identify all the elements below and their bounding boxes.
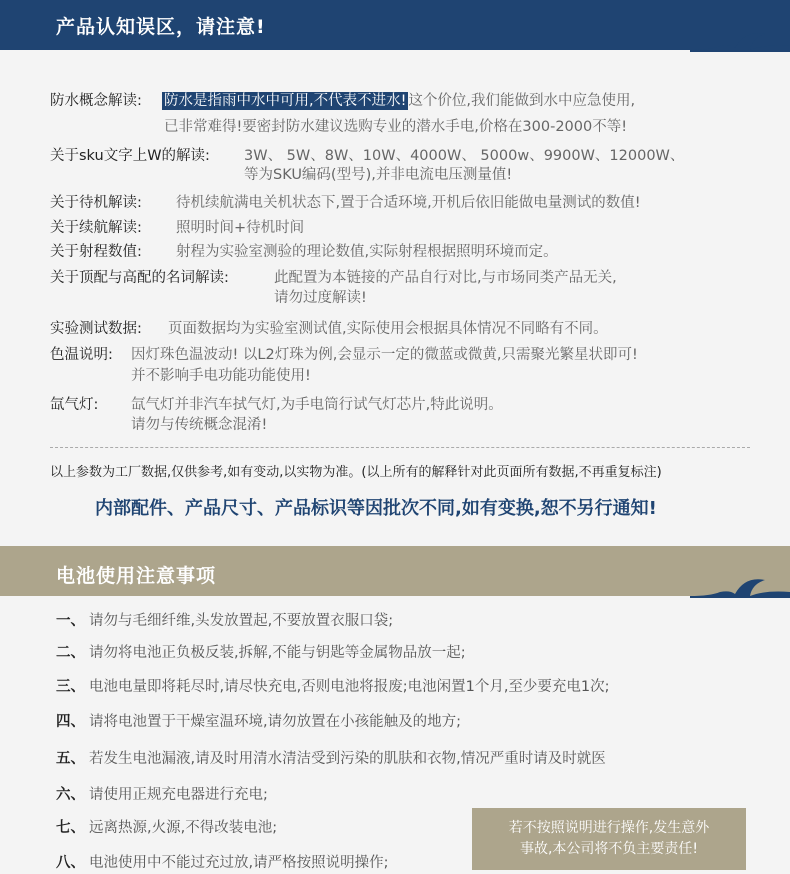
section-header-battery	[0, 546, 790, 596]
config-label: 关于顶配与高配的名词解读:	[50, 270, 229, 286]
standby-label: 关于待机解读:	[50, 195, 142, 211]
waterproof-rest: 这个价位,我们能做到水中应急使用,	[408, 93, 636, 109]
battery-item: 四、 请将电池置于干燥室温环境,请勿放置在小孩能触及的地方;	[56, 714, 461, 730]
waterproof-text	[162, 91, 635, 112]
warning-line2: 事故,本公司将不负主要责任!	[519, 841, 699, 857]
color-temp-line1: 因灯珠色温波动! 以L2灯珠为例,会显示一定的微蓝或微黄,只需聚光繁星状即可!	[131, 347, 638, 363]
dashed-divider	[50, 447, 750, 448]
xenon-label: 氙气灯:	[50, 397, 99, 413]
config-line2: 请勿过度解读!	[274, 290, 367, 306]
standby-text: 待机续航满电关机状态下,置于合适环境,开机后依旧能做电量测试的数值!	[176, 195, 641, 211]
color-temp-line2: 并不影响手电功能功能使用!	[131, 368, 311, 384]
endurance-text: 照明时间+待机时间	[176, 220, 305, 236]
xenon-line1: 氙气灯并非汽车拭气灯,为手电筒行试气灯芯片,特此说明。	[131, 397, 503, 413]
color-temp-label: 色温说明:	[50, 347, 113, 363]
section-title: 产品认知误区，请注意!	[56, 16, 266, 38]
warning-line1: 若不按照说明进行操作,发生意外	[508, 820, 710, 836]
liability-warning-box	[472, 808, 746, 870]
sku-label: 关于sku文字上W的解读:	[50, 148, 210, 164]
section-header-product-cognition	[0, 0, 790, 50]
xenon-line2: 请勿与传统概念混淆!	[131, 417, 268, 433]
parameter-note: 以上参数为工厂数据,仅供参考,如有变动,以实物为准。(以上所有的解释针对此页面所有数据,不再重复标注)	[50, 465, 662, 480]
range-label: 关于射程数值:	[50, 244, 142, 260]
waterproof-line2: 已非常难得!要密封防水建议选购专业的潜水手电,价格在300-2000不等!	[164, 119, 628, 135]
range-text: 射程为实验室测验的理论数值,实际射程根据照明环境而定。	[176, 244, 558, 260]
wave-decoration-icon	[690, 0, 790, 52]
waterproof-highlight: 防水是指雨中水中可用,不代表不进水!	[164, 93, 407, 109]
battery-item: 二、 请勿将电池正负极反装,拆解,不能与钥匙等金属物品放一起;	[56, 645, 466, 661]
battery-item: 五、 若发生电池漏液,请及时用清水清洁受到污染的肌肤和衣物,情况严重时请及时就医	[56, 751, 606, 767]
battery-item: 一、 请勿与毛细纤维,头发放置起,不要放置衣服口袋;	[56, 613, 394, 629]
waterproof-label: 防水概念解读:	[50, 93, 142, 109]
lab-text: 页面数据均为实验室测试值,实际使用会根据具体情况不同略有不同。	[168, 321, 608, 337]
config-line1: 此配置为本链接的产品自行对比,与市场同类产品无关,	[274, 270, 617, 286]
battery-item: 八、 电池使用中不能过充过放,请严格按照说明操作;	[56, 855, 389, 871]
sku-line2: 等为SKU编码(型号),并非电流电压测量值!	[244, 167, 513, 183]
battery-item: 七、 远离热源,火源,不得改装电池;	[56, 820, 278, 836]
notice-headline: 内部配件、产品尺寸、产品标识等因批次不同,如有变换,恕不另行通知!	[95, 498, 657, 519]
endurance-label: 关于续航解读:	[50, 220, 142, 236]
lab-label: 实验测试数据:	[50, 321, 142, 337]
sku-line1: 3W、 5W、8W、10W、4000W、 5000w、9900W、12000W、	[244, 148, 685, 164]
battery-item: 三、 电池电量即将耗尽时,请尽快充电,否则电池将报废;电池闲置1个月,至少要充电1次;	[56, 679, 610, 695]
battery-item: 六、 请使用正规充电器进行充电;	[56, 787, 268, 803]
wave-decoration-icon	[690, 546, 790, 598]
section-title: 电池使用注意事项	[56, 565, 217, 587]
